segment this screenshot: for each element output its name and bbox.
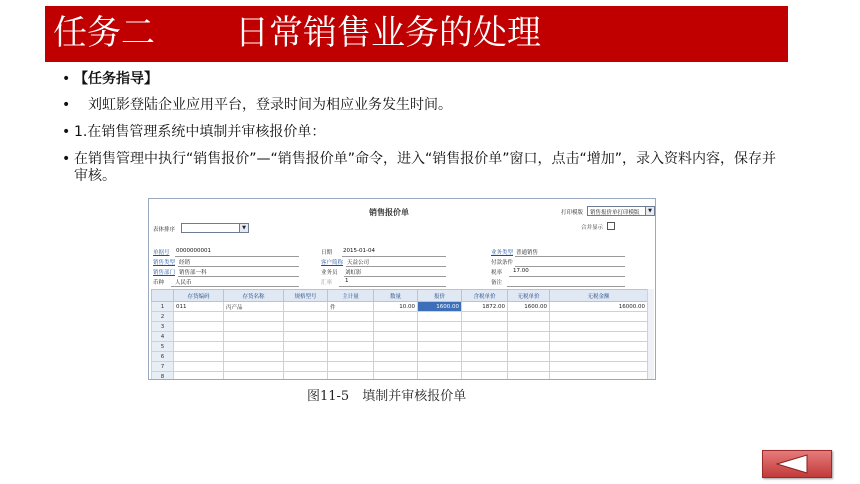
table-cell[interactable] — [550, 372, 648, 381]
table-cell[interactable]: 1600.00 — [508, 302, 550, 312]
quotation-screenshot: 销售报价单 打印模版 销售报价单打印模版 ▼ 合并显示 表体排序 ▼ 单据号 0000000001 日期 2015-01-04 业务类型 普通销售 销售类型 经销 客户简称 天益公司 付款条件 销售部门 销售部一科 业务员 刘虹影 税率 17.00 币种 人民币 汇率 1 备注 存货编码 存货名称 规格型号 主计量 数量 报价 含税单价 无税单价 无税金额 1 011 丙产品 件 10.00 1600.00 1872.00 1600.00 16000.00 2 3 4 5 6 7 8 — [148, 198, 656, 380]
table-cell[interactable] — [224, 332, 284, 342]
table-row[interactable] — [152, 322, 648, 332]
sales-type-field[interactable]: 经销 — [179, 260, 191, 266]
bullet-item: • 在销售管理中执行“销售报价”—“销售报价单”命令，进入“销售报价单”窗口，点击“增加”，录入资料内容，保存并审核。 — [62, 151, 777, 184]
doc-no-field[interactable]: 0000000001 — [176, 248, 211, 254]
table-row[interactable] — [152, 352, 648, 362]
row-number: 5 — [152, 342, 174, 352]
table-cell[interactable] — [224, 372, 284, 381]
back-button[interactable] — [762, 450, 832, 478]
row-number: 3 — [152, 322, 174, 332]
table-row[interactable] — [152, 372, 648, 381]
slide-title: 日常销售业务的处理 — [235, 13, 541, 53]
row-number: 2 — [152, 312, 174, 322]
table-cell[interactable] — [508, 362, 550, 372]
table-cell[interactable] — [284, 312, 328, 322]
table-cell[interactable] — [174, 352, 224, 362]
row-number: 4 — [152, 332, 174, 342]
bullet-item: • 【任务指导】 — [62, 71, 158, 87]
table-cell[interactable] — [418, 352, 462, 362]
figure-caption: 图11-5 填制并审核报价单 — [307, 389, 467, 404]
bullet-item: • 刘虹影登陆企业应用平台，登录时间为相应业务发生时间。 — [62, 97, 452, 113]
table-header-cell[interactable]: 存货名称 — [224, 290, 284, 302]
table-cell[interactable] — [418, 322, 462, 332]
row-number: 6 — [152, 352, 174, 362]
table-cell[interactable]: 1872.00 — [462, 302, 508, 312]
table-cell[interactable] — [462, 332, 508, 342]
table-cell[interactable] — [328, 322, 374, 332]
table-cell[interactable] — [508, 312, 550, 322]
table-cell[interactable] — [174, 322, 224, 332]
table-cell[interactable] — [418, 372, 462, 381]
table-header-cell[interactable]: 含税单价 — [462, 290, 508, 302]
chevron-down-icon: ▼ — [239, 224, 248, 232]
table-cell[interactable] — [374, 322, 418, 332]
bullet-text: 【任务指导】 — [74, 71, 158, 87]
dept-field[interactable]: 销售部一科 — [179, 270, 207, 276]
table-cell[interactable]: 10.00 — [374, 302, 418, 312]
table-cell[interactable] — [508, 352, 550, 362]
chevron-down-icon: ▼ — [645, 207, 654, 215]
table-cell[interactable] — [462, 352, 508, 362]
bullet-text: 1.在销售管理系统中填制并审核报价单： — [74, 124, 326, 140]
table-cell[interactable] — [284, 362, 328, 372]
table-cell[interactable] — [284, 322, 328, 332]
table-cell[interactable] — [328, 372, 374, 381]
sort-select[interactable] — [181, 223, 249, 233]
slide-title-bar — [45, 6, 788, 62]
table-cell[interactable]: 丙产品 — [224, 302, 284, 312]
table-header-cell[interactable]: 存货编码 — [174, 290, 224, 302]
table-cell[interactable] — [462, 312, 508, 322]
table-cell[interactable] — [374, 352, 418, 362]
table-cell[interactable] — [224, 352, 284, 362]
date-field[interactable]: 2015-01-04 — [343, 248, 375, 254]
table-cell[interactable]: 件 — [328, 302, 374, 312]
table-header-cell[interactable]: 报价 — [418, 290, 462, 302]
biz-type-field[interactable]: 普通销售 — [516, 250, 539, 256]
table-cell[interactable] — [374, 312, 418, 322]
table-row[interactable] — [152, 362, 648, 372]
table-cell[interactable] — [418, 342, 462, 352]
table-cell[interactable] — [328, 342, 374, 352]
table-cell[interactable] — [328, 362, 374, 372]
table-cell[interactable] — [374, 362, 418, 372]
table-header-cell[interactable]: 无税单价 — [508, 290, 550, 302]
exch-field[interactable]: 1 — [345, 278, 349, 284]
table-cell[interactable] — [174, 342, 224, 352]
table-header-cell[interactable]: 无税金额 — [550, 290, 648, 302]
table-cell[interactable] — [418, 362, 462, 372]
merge-label: 合并显示 — [581, 225, 604, 231]
table-cell[interactable]: 1600.00 — [418, 302, 462, 312]
table-cell[interactable] — [550, 342, 648, 352]
table-cell[interactable] — [508, 342, 550, 352]
row-number: 8 — [152, 372, 174, 381]
staff-field[interactable]: 刘虹影 — [345, 270, 362, 276]
table-cell[interactable] — [328, 312, 374, 322]
table-cell[interactable] — [508, 372, 550, 381]
currency-field[interactable]: 人民币 — [175, 280, 192, 286]
row-number: 1 — [152, 302, 174, 312]
table-cell[interactable] — [174, 312, 224, 322]
print-template-label: 打印模版 — [561, 210, 584, 216]
table-cell[interactable] — [284, 372, 328, 381]
table-cell[interactable] — [374, 332, 418, 342]
table-row[interactable] — [152, 312, 648, 322]
table-cell[interactable] — [174, 362, 224, 372]
table-cell[interactable] — [284, 342, 328, 352]
table-header-cell[interactable]: 主计量 — [328, 290, 374, 302]
table-cell[interactable] — [374, 372, 418, 381]
table-cell[interactable] — [462, 322, 508, 332]
table-cell[interactable] — [174, 372, 224, 381]
table-header-cell[interactable] — [152, 290, 174, 302]
table-cell[interactable] — [328, 332, 374, 342]
table-cell[interactable] — [284, 352, 328, 362]
print-template-select[interactable]: 销售报价单打印模版 ▼ — [587, 206, 655, 216]
table-cell[interactable] — [550, 312, 648, 322]
table-cell[interactable] — [462, 362, 508, 372]
table-cell[interactable] — [224, 362, 284, 372]
table-cell[interactable] — [462, 372, 508, 381]
table-row[interactable] — [152, 332, 648, 342]
table-cell[interactable] — [224, 342, 284, 352]
table-row[interactable] — [152, 342, 648, 352]
bullet-item: • 1.在销售管理系统中填制并审核报价单： — [62, 124, 326, 140]
table-cell[interactable] — [284, 302, 328, 312]
row-number: 7 — [152, 362, 174, 372]
table-cell[interactable] — [418, 312, 462, 322]
table-cell[interactable] — [418, 332, 462, 342]
quotation-table — [151, 289, 648, 380]
back-arrow-icon — [763, 451, 831, 477]
table-header-cell[interactable]: 规格型号 — [284, 290, 328, 302]
table-cell[interactable] — [284, 332, 328, 342]
table-cell[interactable] — [508, 332, 550, 342]
merge-checkbox[interactable] — [607, 222, 615, 230]
table-cell[interactable] — [550, 352, 648, 362]
customer-field[interactable]: 天益公司 — [347, 260, 370, 266]
table-cell[interactable] — [224, 312, 284, 322]
table-cell[interactable] — [508, 322, 550, 332]
bullet-text: 在销售管理中执行“销售报价”—“销售报价单”命令，进入“销售报价单”窗口，点击“增加”，录入资料内容，保存并审核。 — [74, 151, 777, 184]
form-title: 销售报价单 — [369, 208, 409, 217]
table-row[interactable] — [152, 302, 648, 312]
table-cell[interactable] — [550, 332, 648, 342]
task-label: 任务二 — [53, 13, 155, 53]
table-cell[interactable] — [374, 342, 418, 352]
table-cell[interactable] — [550, 362, 648, 372]
bullet-text: 刘虹影登陆企业应用平台，登录时间为相应业务发生时间。 — [74, 97, 452, 113]
table-cell[interactable]: 011 — [174, 302, 224, 312]
tax-rate-field[interactable]: 17.00 — [513, 268, 529, 274]
table-cell[interactable] — [174, 332, 224, 342]
table-cell[interactable] — [328, 352, 374, 362]
table-cell[interactable] — [462, 342, 508, 352]
sort-label: 表体排序 — [153, 227, 176, 233]
table-cell[interactable]: 16000.00 — [550, 302, 648, 312]
table-header-cell[interactable]: 数量 — [374, 290, 418, 302]
table-cell[interactable] — [550, 322, 648, 332]
table-scrollbar[interactable] — [647, 289, 654, 379]
table-cell[interactable] — [224, 322, 284, 332]
